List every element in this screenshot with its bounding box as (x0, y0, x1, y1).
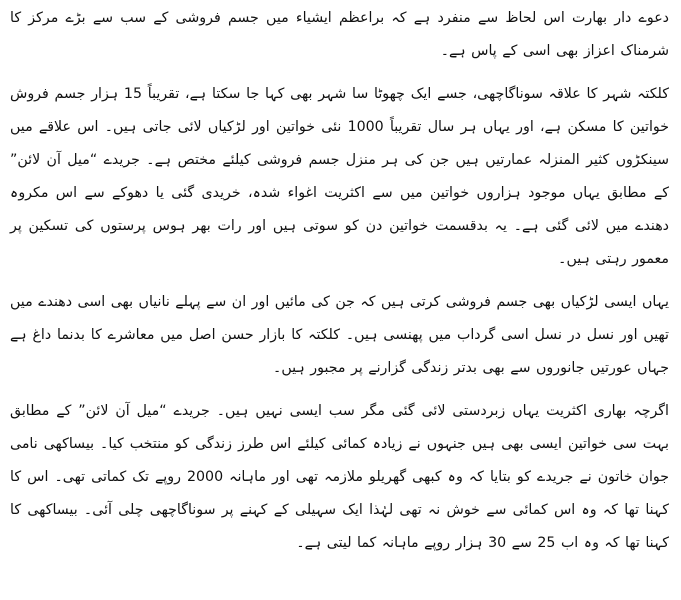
paragraph-gap (10, 385, 669, 395)
paragraph-3: یہاں ایسی لڑکیاں بھی جسم فروشی کرتی ہیں کہ جن کی مائیں اور ان سے پہلے نانیاں بھی اسی دھندے میں تھیں اور نسل در نسل اسی گرداب میں پھنسی ہیں۔ کلکتہ کا بازار حسن اصل میں معاشرے کا بدنما داغ ہے جہاں عورتیں جانوروں سے بھی بدتر زندگی گزارنے پر مجبور ہیں۔ (10, 294, 669, 376)
paragraph-gap (10, 276, 669, 286)
paragraph-1: دعوے دار بھارت اس لحاظ سے منفرد ہے کہ براعظم ایشیاء میں جسم فروشی کے سب سے بڑے مرکز کا شرمناک اعزاز بھی اسی کے پاس ہے۔ (10, 10, 669, 59)
paragraph-gap (10, 68, 669, 78)
paragraph-4: اگرچہ بھاری اکثریت یہاں زبردستی لائی گئی مگر سب ایسی نہیں ہیں۔ جریدے “میل آن لائن” کے مطابق بہت سی خواتین ایسی بھی ہیں جنہوں نے زیادہ کمائی کیلئے اس طرز زندگی کو منتخب کیا۔ بیساکھی نامی جوان خاتون نے جریدے کو بتایا کہ وہ کبھی گھریلو ملازمہ تھی اور ماہانہ 2000 روپے تک کماتی تھی۔ اس کا کہنا تھا کہ وہ اس کمائی سے خوش نہ تھی لہٰذا ایک سہیلی کے کہنے پر سوناگاچھی چلی آئی۔ بیساکھی کا کہنا تھا کہ وہ اب 25 سے 30 ہزار روپے ماہانہ کما لیتی ہے۔ (10, 403, 670, 551)
paragraph-2: کلکتہ شہر کا علاقہ سوناگاچھی، جسے ایک چھوٹا سا شہر بھی کہا جا سکتا ہے، تقریباً 15 ہزار جسم فروش خواتین کا مسکن ہے، اور یہاں ہر سال تقریباً 1000 نئی خواتین اور لڑکیاں لائی جاتی ہیں۔ اس علاقے میں سینکڑوں کثیر المنزلہ عمارتیں ہیں جن کی ہر منزل جسم فروشی کیلئے مختص ہے۔ جریدے “میل آن لائن” کے مطابق یہاں موجود ہزاروں خواتین میں سے اکثریت اغواء شدہ، خریدی گئی یا دھوکے سے اس مکروہ دھندے میں لائی گئی ہے۔ یہ بدقسمت خواتین دن کو سوتی ہیں اور رات بھر ہوس پرستوں کی تسکین پر معمور رہتی ہیں۔ (10, 86, 669, 267)
